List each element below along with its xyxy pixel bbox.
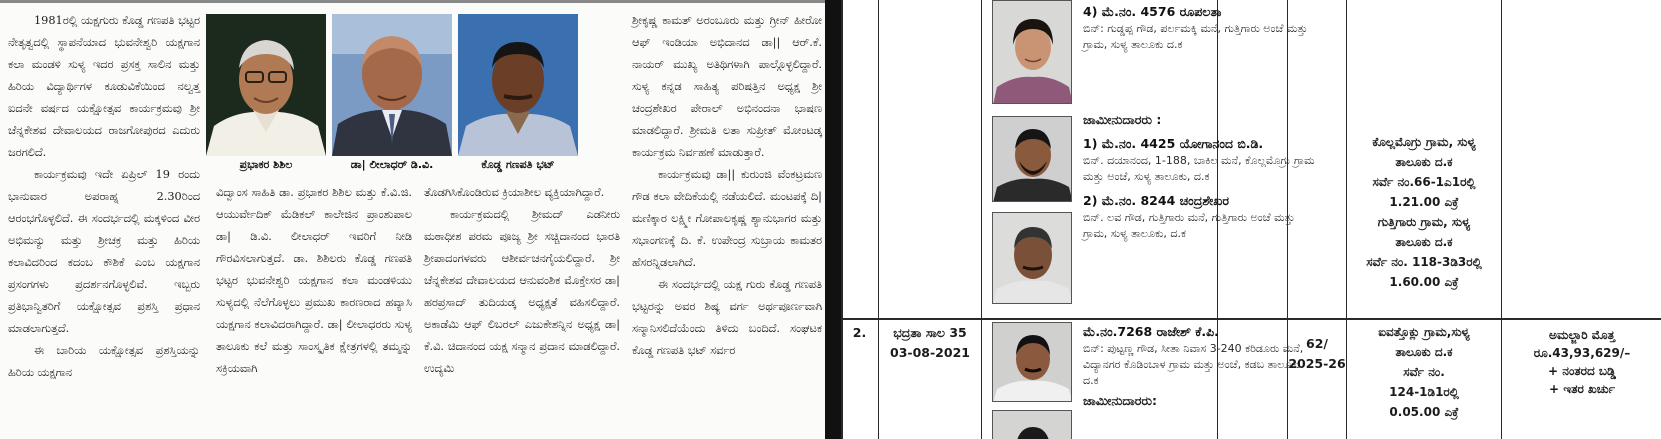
- serial-number: 2.: [852, 325, 867, 340]
- land-line: ಕೊಲ್ಲಮೊಗ್ರು ಗ್ರಾಮ, ಸುಳ್ಯ: [1372, 135, 1476, 149]
- person-address: ಬಿನ್: ಗುಡ್ಡಪ್ಪ ಗೌಡ, ಪರ್ಲಮಕ್ಕಿ ಮನೆ, ಗುತ್ತಿಗಾರು ಅಂಚೆ ಮತ್ತು ಗ್ರಾಮ, ಸುಳ್ಯ ತಾಲೂಕು ದ.ಕ: [1083, 22, 1308, 51]
- borrower-roopalatha: [1083, 2, 1315, 53]
- amount-line: ರೂ.43,93,629/–: [1533, 346, 1631, 360]
- case-no: 62/: [1306, 336, 1328, 351]
- amount-line: ಅಮಲ್ಜಾರಿ ಮೊತ್ತ: [1549, 328, 1615, 342]
- photo-guarantor-cropped: [992, 410, 1072, 439]
- land-line: 0.05.00 ಎಕ್ರೆ: [1389, 405, 1459, 419]
- photo-roopalatha: [992, 0, 1072, 104]
- person-name: 1) ಮೆ.ನಂ. 4425 ಯೋಗಾನಂದ ಬಿ.ಡಿ.: [1083, 136, 1264, 151]
- borrower-rajesh: [1083, 322, 1315, 409]
- loan-type: ಭದ್ರತಾ ಸಾಲ 35: [893, 325, 967, 340]
- loan-details: [879, 323, 981, 363]
- paragraph: ಶ್ರೀಕೃಷ್ಣ ಕಾಮತ್ ಅರಂಬೂರು ಮತ್ತು ಗ್ರೀನ್ ಹೀರೋ ಆಫ್ ಇಂಡಿಯಾ ಅಭಿದಾನದ ಡಾ|| ಆರ್.ಕೆ. ನಾಯರ್ ಮುಖ್ಯ ಅತಿಥಿಗಳಾಗಿ ಪಾಲ್ಗೊಳ್ಳಲಿದ್ದಾರೆ. ಸುಳ್ಯ ಕನ್ನಡ ಸಾಹಿತ್ಯ ಪರಿಷತ್ತಿನ ಅಧ್ಯಕ್ಷ ಶ್ರೀ ಚಂದ್ರಶೇಖರ ಪೇರಾಲ್ ಅಭಿನಂದನಾ ಭಾಷಣ ಮಾಡಲಿದ್ದಾರೆ. ಶ್ರೀಮತಿ ಲತಾ ಸುಪ್ರೀತ್ ಮೋಂಟಡ್ಕ ಕಾರ್ಯಕ್ರಮ ನಿರ್ವಹಣೆ ಮಾಡುತ್ತಾರೆ.: [632, 14, 822, 159]
- case-year: 2025-26: [1288, 356, 1346, 371]
- land-line: 1.60.00 ಎಕ್ರೆ: [1389, 275, 1459, 289]
- amount-line: + ಇತರ ಖರ್ಚು: [1549, 382, 1615, 396]
- column-divider: [878, 0, 879, 439]
- photo-caption: ಕೊಡ್ಡ ಗಣಪತಿ ಭಟ್: [481, 158, 555, 171]
- person-name: 4) ಮೆ.ನಂ. 4576 ರೂಪಲತಾ: [1083, 4, 1222, 19]
- guarantors-heading: ಜಾಮೀನುದಾರರು:: [1083, 393, 1157, 408]
- photo-prabhakara-shishila: [206, 14, 326, 156]
- amount-due: [1503, 326, 1661, 398]
- land-line: ತಾಲೂಕು ದ.ಕ: [1395, 345, 1453, 359]
- person-name: ಮೆ.ನಂ.7268 ರಾಜೇಶ್ ಕೆ.ಪಿ.: [1083, 324, 1219, 339]
- guarantor-block: [1083, 112, 1315, 242]
- land-details: [1349, 322, 1499, 422]
- person-address: ಬಿನ್. ದಯಾನಂದ, 1-188, ಬಾಕಿಲ ಮನೆ, ಕೊಲ್ಲಮೊಗ್ರು ಗ್ರಾಮ ಮತ್ತು ಅಂಚೆ, ಸುಳ್ಯ ತಾಲೂಕು, ದ.ಕ: [1083, 154, 1315, 183]
- paragraph: 1981ರಲ್ಲಿ ಯಕ್ಷಗುರು ಕೊಡ್ಡ ಗಣಪತಿ ಭಟ್ಟರ ನೇತೃತ್ವದಲ್ಲಿ ಸ್ಥಾಪನೆಯಾದ ಭುವನೇಶ್ವರಿ ಯಕ್ಷಗಾನ ಕಲಾ ಮಂಡಳಿ ಸುಳ್ಯ ಇದರ ಪ್ರಸಕ್ತ ಸಾಲಿನ ಮತ್ತು ಹಿರಿಯ ವಿದ್ಯಾರ್ಥಿಗಳ ಕೂಡುವಿಕೆಯಿಂದ ನಲ್ವತ್ತ ಐದನೇ ವರ್ಷದ ಯಕ್ಷೋತ್ಸವ ಕಾರ್ಯಕ್ರಮವು ಶ್ರೀ ಚೆನ್ನಕೇಶವ ದೇವಾಲಯದ ರಾಜಗೋಪುರದ ಎದುರು ಜರಗಲಿದೆ.: [8, 14, 200, 159]
- column-divider: [1346, 0, 1347, 439]
- land-line: ತಾಲೂಕು ದ.ಕ: [1395, 235, 1453, 249]
- article-column-3: [632, 10, 822, 362]
- land-line: 124-1ಡಿ1ರಲ್ಲಿ: [1389, 385, 1459, 399]
- cropped-headline-strip: [0, 0, 825, 8]
- land-line: ಐವತ್ತೊಕ್ಲು ಗ್ರಾಮ,ಸುಳ್ಯ: [1378, 325, 1470, 339]
- paragraph: ಕಾರ್ಯಕ್ರಮವು ಡಾ|| ಕುರುಂಜಿ ವೆಂಕಟ್ರಮಣ ಗೌಡ ಕಲಾ ವೇದಿಕೆಯಲ್ಲಿ ನಡೆಯಲಿದೆ. ಮಂಟಪಕ್ಕೆ ದಿ| ಮಣಿಕ್ಕಾರ ಲಕ್ಷ್ಮೀ ಗೋಪಾಲಕೃಷ್ಣ ಶ್ಯಾನುಭಾಗರ ಮತ್ತು ಸಭಾಂಗಣಕ್ಕೆ ದಿ. ಕೆ. ಉಪೇಂದ್ರ ಸುಬ್ರಾಯ ಕಾಮತರ ಹೆಸರನ್ನಿಡಲಾಗಿದೆ.: [632, 168, 822, 269]
- column-divider: [1501, 0, 1502, 439]
- photo-caption: ಪ್ರಭಾಕರ ಶಿಶಿಲ: [239, 158, 293, 171]
- paragraph: ಕಾರ್ಯಕ್ರಮದಲ್ಲಿ ಶ್ರೀಮದ್ ಎಡನೀರು ಮಠಾಧೀಶ ಪರಮ ಪೂಜ್ಯ ಶ್ರೀ ಸಚ್ಚಿದಾನಂದ ಭಾರತಿ ಶ್ರೀಪಾದಂಗಳವರು ಆಶೀರ್ವಚನಗೈಯಲಿದ್ದಾರೆ. ಶ್ರೀ ಚೆನ್ನಕೇಶವ ದೇವಾಲಯದ ಆನುವಂಶಿಕ ಮೊಕ್ತೇಸರ ಡಾ| ಹರಪ್ರಸಾದ್ ತುದಿಯಡ್ಕ ಅಧ್ಯಕ್ಷತೆ ವಹಿಸಲಿದ್ದಾರೆ. ಅಕಾಡೆಮಿ ಆಫ್ ಲಿಬರಲ್ ಎಜುಕೇಶನ್ನಿನ ಅಧ್ಯಕ್ಷ ಡಾ| ಕೆ.ವಿ. ಚಿದಾನಂದ ಯಕ್ಷ ಸನ್ಮಾನ ಪ್ರದಾನ ಮಾಡಲಿದ್ದಾರೆ. ಉದ್ಯಮಿ: [424, 208, 620, 375]
- photo-caption: ಡಾ| ಲೀಲಾಧರ್ ಡಿ.ವಿ.: [350, 158, 434, 171]
- land-line: 1.21.00 ಎಕ್ರೆ: [1389, 195, 1459, 209]
- photo-yoganand: [992, 116, 1072, 202]
- case-number: [1288, 334, 1346, 374]
- land-line: ಸರ್ವೆ ನಂ.66-1ಎ1ರಲ್ಲಿ: [1372, 175, 1476, 189]
- paragraph: ಈ ಸಂದರ್ಭದಲ್ಲಿ ಯಕ್ಷ ಗುರು ಕೊಡ್ಡ ಗಣಪತಿ ಭಟ್ಟರನ್ನು ಅವರ ಶಿಷ್ಯ ವರ್ಗ ಅರ್ಥಪೂರ್ಣವಾಗಿ ಸನ್ಮಾನಿಸಲಿದೆಯೆಂದು ತಿಳಿದು ಬಂದಿದೆ. ಸಂಘಟಕ ಕೊಡ್ಡ ಗಣಪತಿ ಭಟ್ ಸರ್ವರ: [632, 278, 822, 357]
- land-line: ಸರ್ವೆ ನಂ. 118-3ಡಿ3ರಲ್ಲಿ: [1366, 255, 1482, 269]
- photo-kodda-ganapathi-bhat: [458, 14, 578, 156]
- paragraph: ಈ ಬಾರಿಯ ಯಕ್ಷೋತ್ಸವ ಪ್ರಶಸ್ತಿಯನ್ನು ಹಿರಿಯ ಯಕ್ಷಗಾನ: [8, 344, 200, 379]
- land-details: [1349, 132, 1499, 292]
- land-line: ಗುತ್ತಿಗಾರು ಗ್ರಾಮ, ಸುಳ್ಯ: [1377, 215, 1471, 229]
- land-line: ತಾಲೂಕು ದ.ಕ: [1395, 155, 1453, 169]
- photo-chandrashekara: [992, 212, 1072, 304]
- paragraph: ಕಾರ್ಯಕ್ರಮವು ಇದೇ ಏಪ್ರಿಲ್ 19 ರಂದು ಭಾನುವಾರ ಅಪರಾಹ್ನ 2.30ರಿಂದ ಆರಂಭಗೊಳ್ಳಲಿದೆ. ಈ ಸಂದರ್ಭದಲ್ಲಿ ಮಕ್ಕಳಿಂದ ವೀರ ಅಭಿಮನ್ಯು ಮತ್ತು ಶ್ರೀಚಕ್ರ ಮತ್ತು ಹಿರಿಯ ಕಲಾವಿದರಿಂದ ಕದಂಬ ಕೌಶಿಕೆ ಎಂಬ ಯಕ್ಷಗಾನ ಪ್ರಸಂಗಗಳು ಪ್ರದರ್ಶನಗೊಳ್ಳಲಿವೆ. ಇಬ್ಬರು ಪ್ರತಿಭಾನ್ವಿತರಿಗೆ ಯಕ್ಷೋತ್ಸವ ಪ್ರಶಸ್ತಿ ಪ್ರಧಾನ ಮಾಡಲಾಗುತ್ತದೆ.: [8, 168, 200, 335]
- newspaper-article: [0, 0, 825, 439]
- person-address: ಬಿನ್: ಪುಟ್ಟಣ್ಣ ಗೌಡ, ಸೀತಾ ನಿವಾಸ 3-240 ಕರಿಡೂರು ಮನೆ, ವಿದ್ಯಾನಗರ ಕೊಡಿಂಬಾಳ ಗ್ರಾಮ ಮತ್ತು ಅಂಚೆ, ಕಡಬ ತಾಲೂಕು ದ.ಕ: [1083, 342, 1304, 387]
- photo-leeladhar-dv: [332, 14, 452, 156]
- table-border: [841, 0, 843, 439]
- person-name: 2) ಮೆ.ನಂ. 8244 ಚಂದ್ರಶೇಖರ: [1083, 193, 1229, 208]
- article-column-1: [8, 10, 200, 384]
- paragraph: ತೊಡಗಿಸಿಕೊಂಡಿರುವ ಕ್ರಿಯಾಶೀಲ ವ್ಯಕ್ತಿಯಾಗಿದ್ದಾರೆ.: [424, 186, 605, 199]
- guarantors-heading: ಜಾಮೀನುದಾರರು :: [1083, 112, 1162, 127]
- loan-date: 03-08-2021: [890, 345, 970, 360]
- amount-line: + ನಂತರದ ಬಡ್ಡಿ: [1548, 364, 1616, 378]
- column-divider: [981, 0, 982, 439]
- row-divider: [841, 318, 1661, 320]
- auction-notice-table: [841, 0, 1661, 439]
- person-address: ಬಿನ್. ಲವ ಗೌಡ, ಗುತ್ತಿಗಾರು ಮನೆ, ಗುತ್ತಿಗಾರು ಅಂಚೆ ಮತ್ತು ಗ್ರಾಮ, ಸುಳ್ಯ ತಾಲೂಕು, ದ.ಕ: [1083, 211, 1295, 240]
- land-line: ಸರ್ವೆ ನಂ.: [1403, 365, 1445, 379]
- photo-rajesh-kp: [992, 322, 1072, 402]
- paragraph: ವಿದ್ವಾಂಸ ಸಾಹಿತಿ ಡಾ. ಪ್ರಭಾಕರ ಶಿಶಿಲ ಮತ್ತು ಕೆ.ವಿ.ಜಿ. ಆಯುರ್ವೇದಿಕ್ ಮೆಡಿಕಲ್ ಕಾಲೇಜಿನ ಪ್ರಾಂಶುಪಾಲ ಡಾ| ಡಿ.ವಿ. ಲೀಲಾಧರ್ ಇವರಿಗೆ ನೀಡಿ ಗೌರವಿಸಲಾಗುತ್ತದೆ. ಡಾ. ಶಿಶಿಲರು ಕೊಡ್ಡ ಗಣಪತಿ ಭಟ್ಟರ ಭುವನೇಶ್ವರಿ ಯಕ್ಷಗಾನ ಕಲಾ ಮಂಡಳಿಯು ಸುಳ್ಯದಲ್ಲಿ ನೆಲೆಗೊಳ್ಳಲು ಪ್ರಮುಖ ಕಾರಣರಾದ ಹವ್ಯಾಸಿ ಯಕ್ಷಗಾನ ಕಲಾವಿದರಾಗಿದ್ದಾರೆ. ಡಾ| ಲೀಲಾಧರರು ಸುಳ್ಯ ತಾಲೂಕು ಕಲೆ ಮತ್ತು ಸಾಂಸ್ಕೃತಿಕ ಕ್ಷೇತ್ರಗಳಲ್ಲಿ ತಮ್ಮನ್ನು ಸಕ್ರಿಯವಾಗಿ: [216, 186, 412, 375]
- page-gutter: [825, 0, 841, 439]
